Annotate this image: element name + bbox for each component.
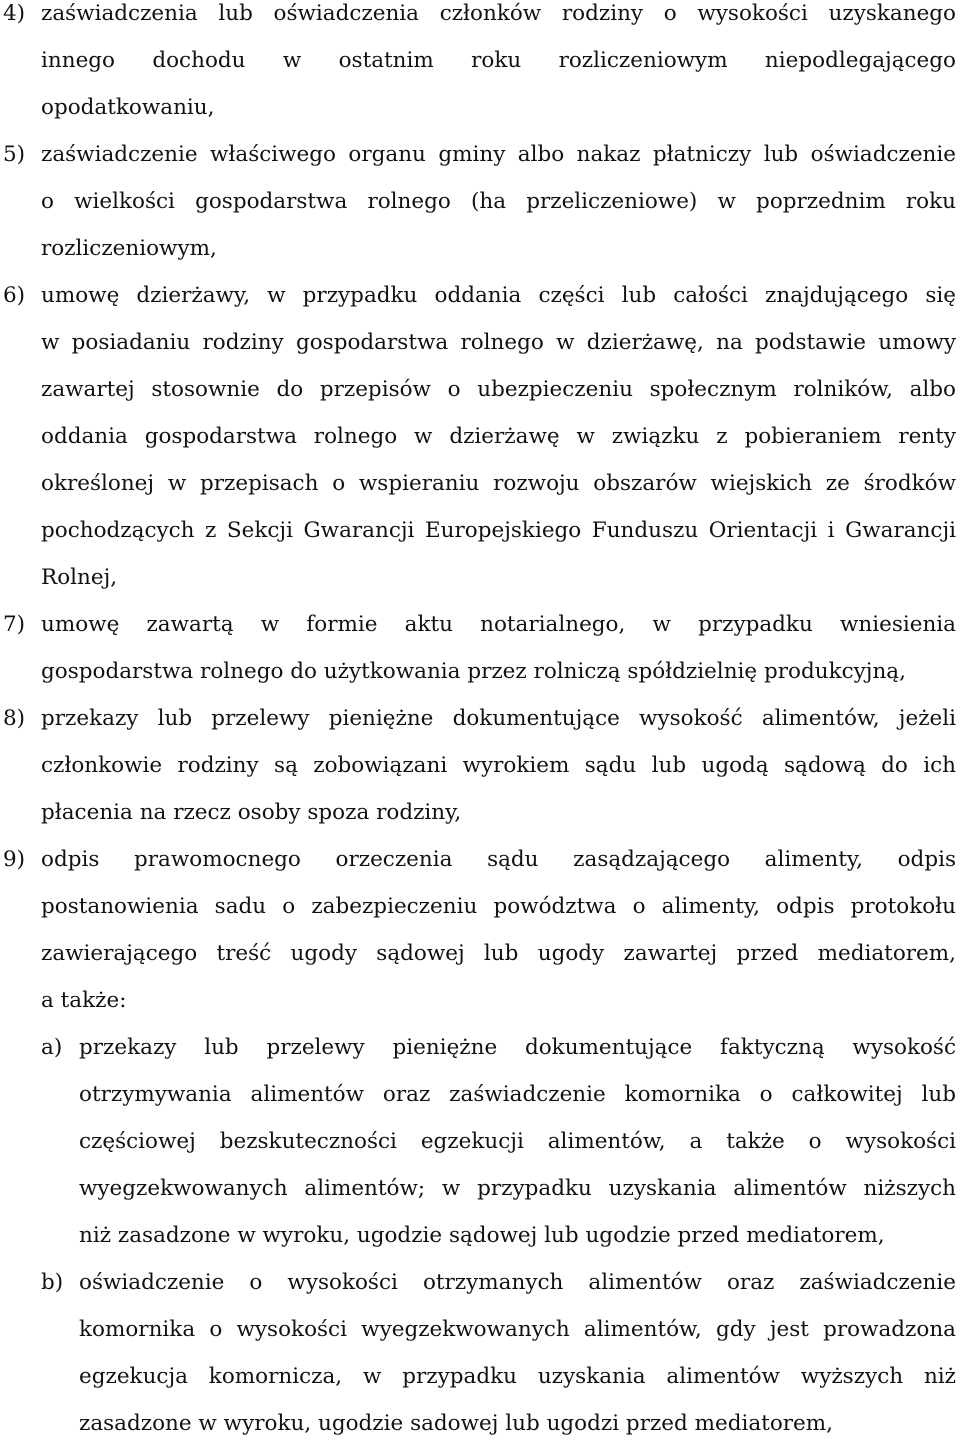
text-line: egzekucja komornicza, w przypadku uzyskania alimentów wyższych niż (79, 1364, 956, 1389)
text-line: zaświadczenie właściwego organu gminy albo nakaz płatniczy lub oświadczenie (41, 142, 956, 167)
list-item-6 (0, 272, 960, 601)
text-line: płacenia na rzecz osoby spoza rodziny, (41, 800, 462, 825)
text-line: przekazy lub przelewy pieniężne dokumentujące faktyczną wysokość (79, 1035, 956, 1060)
list-item-8 (0, 695, 960, 836)
list-item-text (41, 695, 956, 836)
list-item-number: 8) (3, 706, 26, 731)
text-line: pochodzących z Sekcji Gwarancji Europejskiego Funduszu Orientacji i Gwarancji (41, 518, 956, 543)
list-item-text (41, 0, 956, 131)
list-item-number: 7) (3, 612, 26, 637)
text-line: zasadzone w wyroku, ugodzie sadowej lub ugodzi przed mediatorem, (79, 1411, 833, 1436)
text-line: zawierającego treść ugody sądowej lub ugody zawartej przed mediatorem, (41, 941, 956, 966)
text-line: przekazy lub przelewy pieniężne dokumentujące wysokość alimentów, jeżeli (41, 706, 956, 731)
text-line: wyegzekwowanych alimentów; w przypadku uzyskania alimentów niższych (79, 1176, 956, 1201)
text-line: zawartej stosownie do przepisów o ubezpieczeniu społecznym rolników, albo (41, 377, 956, 402)
list-item-number: 6) (3, 283, 26, 308)
text-line: gospodarstwa rolnego do użytkowania przez rolniczą spółdzielnię produkcyjną, (41, 659, 906, 684)
list-item-number: 9) (3, 847, 26, 872)
list-item-text (41, 272, 956, 601)
text-line: umowę zawartą w formie aktu notarialnego, w przypadku wniesienia (41, 612, 956, 637)
sub-item-text (79, 1259, 956, 1447)
list-item-text (41, 836, 956, 1024)
text-line: umowę dzierżawy, w przypadku oddania części lub całości znajdującego się (41, 283, 956, 308)
text-line: odpis prawomocnego orzeczenia sądu zasądzającego alimenty, odpis (41, 847, 956, 872)
text-line: członkowie rodziny są zobowiązani wyrokiem sądu lub ugodą sądową do ich (41, 753, 956, 778)
list-item-number: 4) (3, 1, 26, 26)
text-line: innego dochodu w ostatnim roku rozliczeniowym niepodlegającego (41, 48, 956, 73)
text-line: oświadczenie o wysokości otrzymanych alimentów oraz zaświadczenie (79, 1270, 956, 1295)
text-line: określonej w przepisach o wspieraniu rozwoju obszarów wiejskich ze środków (41, 471, 956, 496)
list-item-text (41, 601, 956, 695)
text-line: Rolnej, (41, 565, 118, 590)
sub-item-text (79, 1024, 956, 1259)
text-line: otrzymywania alimentów oraz zaświadczenie komornika o całkowitej lub (79, 1082, 956, 1107)
text-line: w posiadaniu rodziny gospodarstwa rolnego w dzierżawę, na podstawie umowy (41, 330, 956, 355)
text-line: a także: (41, 988, 127, 1013)
list-item-4 (0, 0, 960, 131)
list-item-text (41, 131, 956, 272)
text-line: częściowej bezskuteczności egzekucji alimentów, a także o wysokości (79, 1129, 956, 1154)
sub-item-a (0, 1024, 960, 1259)
sub-item-letter: a) (41, 1035, 63, 1060)
list-item-9 (0, 836, 960, 1024)
list-item-7 (0, 601, 960, 695)
sub-item-letter: b) (41, 1270, 64, 1295)
text-line: zaświadczenia lub oświadczenia członków rodziny o wysokości uzyskanego (41, 1, 956, 26)
text-line: komornika o wysokości wyegzekwowanych alimentów, gdy jest prowadzona (79, 1317, 956, 1342)
text-line: oddania gospodarstwa rolnego w dzierżawę w związku z pobieraniem renty (41, 424, 956, 449)
text-line: niż zasadzone w wyroku, ugodzie sądowej lub ugodzie przed mediatorem, (79, 1223, 885, 1248)
sub-item-b (0, 1259, 960, 1447)
text-line: postanowienia sadu o zabezpieczeniu powództwa o alimenty, odpis protokołu (41, 894, 956, 919)
list-item-number: 5) (3, 142, 26, 167)
text-line: rozliczeniowym, (41, 236, 217, 261)
list-item-5 (0, 131, 960, 272)
text-line: o wielkości gospodarstwa rolnego (ha przeliczeniowe) w poprzednim roku (41, 189, 956, 214)
text-line: opodatkowaniu, (41, 95, 215, 120)
